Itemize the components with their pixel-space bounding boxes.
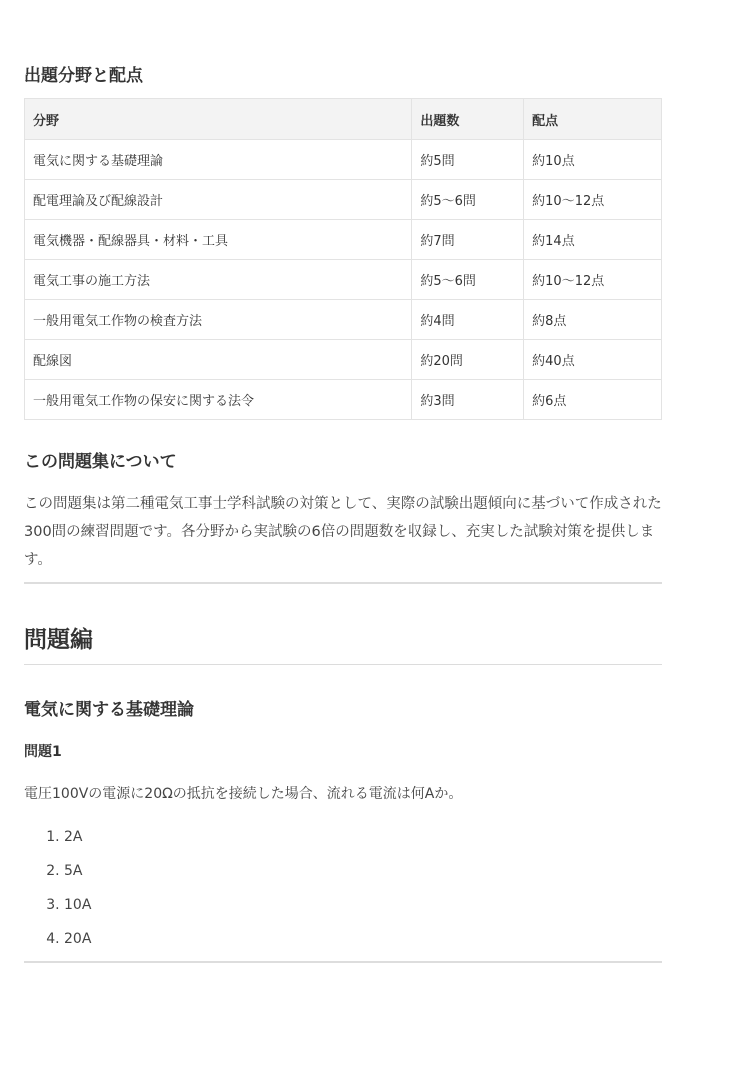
- table-cell: 約7問: [412, 220, 524, 260]
- table-cell: 約40点: [524, 340, 662, 380]
- table-cell: 一般用電気工作物の保安に関する法令: [25, 380, 412, 420]
- fields-heading: 出題分野と配点: [24, 66, 143, 86]
- table-row: [25, 340, 662, 380]
- heading-underline: [24, 664, 662, 665]
- table-header-row: [25, 99, 662, 140]
- answer-choices: [24, 820, 91, 956]
- choice-item: 1. 2A: [64, 820, 91, 854]
- table-cell: 約5問: [412, 140, 524, 180]
- about-heading: この問題集について: [24, 452, 177, 472]
- question-text: 電圧100Vの電源に20Ωの抵抗を接続した場合、流れる電流は何Aか。: [24, 786, 463, 802]
- table-cell: 一般用電気工作物の検査方法: [25, 300, 412, 340]
- table-cell: 電気機器・配線器具・材料・工具: [25, 220, 412, 260]
- table-cell: 約10〜12点: [524, 260, 662, 300]
- header-field: 分野: [25, 99, 412, 140]
- table-cell: 約8点: [524, 300, 662, 340]
- table-cell: 約5〜6問: [412, 260, 524, 300]
- table-cell: 配電理論及び配線設計: [25, 180, 412, 220]
- choice-item: 2. 5A: [64, 854, 91, 888]
- choice-item: 3. 10A: [64, 888, 91, 922]
- table-cell: 約6点: [524, 380, 662, 420]
- choice-item: 4. 20A: [64, 922, 91, 956]
- table-cell: 約20問: [412, 340, 524, 380]
- table-row: [25, 380, 662, 420]
- table-cell: 約14点: [524, 220, 662, 260]
- table-cell: 電気工事の施工方法: [25, 260, 412, 300]
- divider: [24, 961, 662, 963]
- table-row: [25, 300, 662, 340]
- table-cell: 約4問: [412, 300, 524, 340]
- table-cell: 約10〜12点: [524, 180, 662, 220]
- question-title: 問題1: [24, 744, 62, 760]
- table-cell: 約5〜6問: [412, 180, 524, 220]
- header-points: 配点: [524, 99, 662, 140]
- table-row: [25, 140, 662, 180]
- category-heading: 電気に関する基礎理論: [24, 700, 194, 720]
- table-row: [25, 220, 662, 260]
- table-row: [25, 180, 662, 220]
- table-cell: 約10点: [524, 140, 662, 180]
- divider: [24, 582, 662, 584]
- table-cell: 電気に関する基礎理論: [25, 140, 412, 180]
- about-text: この問題集は第二種電気工事士学科試験の対策として、実際の試験出題傾向に基づいて作成された300問の練習問題です。各分野から実試験の6倍の問題数を収録し、充実した試験対策を提供します。: [24, 496, 662, 568]
- table-cell: 配線図: [25, 340, 412, 380]
- fields-table: [24, 98, 662, 420]
- problems-heading: 問題編: [24, 627, 93, 653]
- header-question-count: 出題数: [412, 99, 524, 140]
- table-row: [25, 260, 662, 300]
- table-cell: 約3問: [412, 380, 524, 420]
